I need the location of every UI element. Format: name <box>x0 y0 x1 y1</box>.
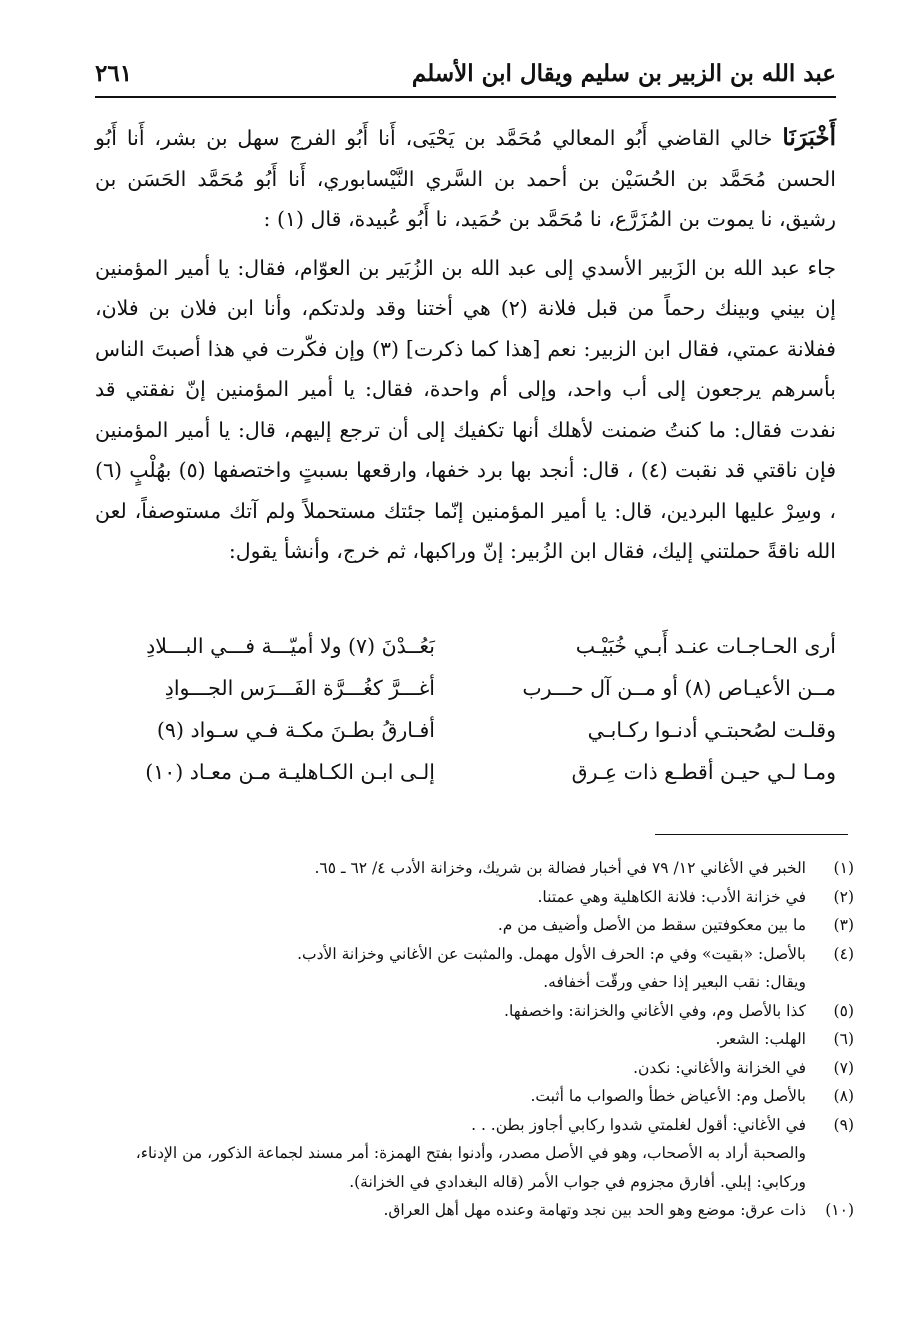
footnote-number: (٤) <box>833 944 854 963</box>
footnote-number: (٦) <box>833 1030 854 1048</box>
footnotes <box>95 854 854 1225</box>
poem-verse <box>95 718 836 760</box>
verse-first-hemistich: وقلـت لصُحبتـي أدنـوا ركـابـي <box>587 718 836 742</box>
footnote-text: ما بين معكوفتين سقط من الأصل وأضيف من م. <box>497 916 806 934</box>
verse-second-hemistich: إلـى ابـن الكـاهليـة مـن معـاد (١٠) <box>145 760 435 784</box>
footnote <box>95 997 854 1026</box>
footnote <box>95 1025 854 1054</box>
footnote-text: في الخزانة والأغاني: نكدن. <box>633 1058 806 1077</box>
footnote-number: (٣) <box>833 916 854 934</box>
paragraph-isnad-text: خالي القاضي أَبُو المعالي مُحَمَّد بن يَحْيَى، أَنا أَبُو الفرج سهل بن بشر، أَنا أَبُو الحسن مُحَمَّد بن الحُسَيْن بن أحمد بن السَّري النَّيْسابوري، أَنا أَبُو مُحَمَّد الحَسَن بن رشيق، نا يموت بن المُزَرَّع، نا مُحَمَّد بن حُمَيد، نا أَبُو عُبيدة، قال (١) : <box>95 126 836 231</box>
footnote-text: كذا بالأصل وم، وفي الأغاني والخزانة: واخصفها. <box>504 1001 806 1020</box>
running-header <box>95 56 836 98</box>
footnote-continuation: ويقال: نقب البعير إذا حفي ورقّت أخفافه. <box>543 973 806 991</box>
footnote-text: ذات عرق: موضع وهو الحد بين نجد وتهامة وعنده مهل أهل العراق. <box>383 1201 806 1219</box>
footnote-number: (٩) <box>833 1115 854 1134</box>
verse-first-hemistich: مــن الأعيـاص (٨) أو مــن آل حـــرب <box>522 676 836 700</box>
footnote-number: (٢) <box>833 887 854 906</box>
poem-verse <box>95 634 836 676</box>
verse-second-hemistich: بَعُــدْنَ (٧) ولا أميّـــة فـــي البـــلادِ <box>146 634 435 658</box>
footnote-continuation: والصحبة أراد به الأصحاب، وهو في الأصل مصدر، وأدنوا بفتح الهمزة: أمر مسند لجماعة الذكور، من الإدناء، وركابي: إبلي. أفارق مجزوم في جواب الأمر (قاله البغدادي في الخزانة). <box>135 1144 806 1191</box>
main-text <box>95 118 836 572</box>
footnote-text: الهلب: الشعر. <box>715 1030 806 1048</box>
footnote <box>95 1082 854 1111</box>
footnote <box>95 1196 854 1225</box>
footnote <box>95 911 854 940</box>
footnote-text: بالأصل وم: الأعياض خطأ والصواب ما أثبت. <box>530 1087 806 1105</box>
verse-second-hemistich: أغـــرَّ كغُـــرَّة الفَـــرَس الجـــوادِ <box>164 676 435 700</box>
verse-first-hemistich: أرى الحـاجـات عنـد أَبـي خُبَيْـب <box>575 634 836 658</box>
footnote-number: (٨) <box>833 1087 854 1105</box>
footnote <box>95 940 854 969</box>
footnote-number: (٧) <box>833 1058 854 1077</box>
poem <box>95 634 836 802</box>
footnote <box>95 1054 854 1083</box>
footnote-number: (١) <box>833 859 854 877</box>
poem-verse <box>95 760 836 802</box>
footnote <box>95 854 854 883</box>
running-title: عبد الله بن الزبير بن سليم ويقال ابن الأسلم <box>411 60 836 87</box>
footnote-text: في الأغاني: أقول لغلمتي شدوا ركابي أجاوز بطن. . . <box>471 1115 806 1134</box>
footnote-number: (٥) <box>833 1001 854 1020</box>
footnote-text: في خزانة الأدب: فلانة الكاهلية وهي عمتنا. <box>537 887 806 906</box>
poem-verse <box>95 676 836 718</box>
footnote-separator <box>655 834 848 835</box>
footnote-text: الخبر في الأغاني ١٢/ ٧٩ في أخبار فضالة بن شريك، وخزانة الأدب ٤/ ٦٢ ـ ٦٥. <box>314 859 806 877</box>
verse-first-hemistich: ومـا لـي حيـن أقطـع ذات عِـرق <box>571 760 836 784</box>
footnote <box>95 883 854 912</box>
lead-word: أَخْبَرَنَا <box>782 124 837 151</box>
page-number: ٢٦١ <box>95 60 133 87</box>
verse-second-hemistich: أفـارقُ بطـنَ مكـة فـي سـواد (٩) <box>156 718 435 742</box>
footnote-text: بالأصل: «بقيت» وفي م: الحرف الأول مهمل. والمثبت عن الأغاني وخزانة الأدب. <box>297 944 806 963</box>
footnote-number: (١٠) <box>825 1201 854 1219</box>
paragraph-narrative: جاء عبد الله بن الزَبير الأسدي إلى عبد الله بن الزُبَير بن العوّام، فقال: يا أمير المؤمنين إن بيني وبينك رحماً من قبل فلانة (٢) هي أختنا وقد ولدتكم، وأنا ابن فلان بن فلان، ففلانة عمتي، فقال ابن الزبير: نعم [هذا كما ذكرت] (٣) وإن فكّرت في هذا أصبتَ الناس بأسرهم يرجعون إلى أب واحد، وإلى أم واحدة، فقال: يا أمير المؤمنين إنّ نفقتي قد نفدت فقال: ما كنتُ ضمنت لأهلك أنها تكفيك إلى أن ترجع إليهم، قال: يا أمير المؤمنين فإن ناقتي قد نقبت (٤) ، قال: أنجد بها برد خفها، وارقعها بسبتٍ واختصفها (٥) بهُلْبٍ (٦) ، وسِرْ عليها البردين، قال: يا أمير المؤمنين إنّما جئتك مستحملاً ولم آتك مستوصفاً، لعن الله ناقةً حملتني إليك، فقال ابن الزُبير: إنّ وراكبها، ثم خرج، وأنشأ يقول: <box>95 255 836 563</box>
paragraph-isnad <box>95 118 836 240</box>
footnote <box>95 1111 854 1140</box>
